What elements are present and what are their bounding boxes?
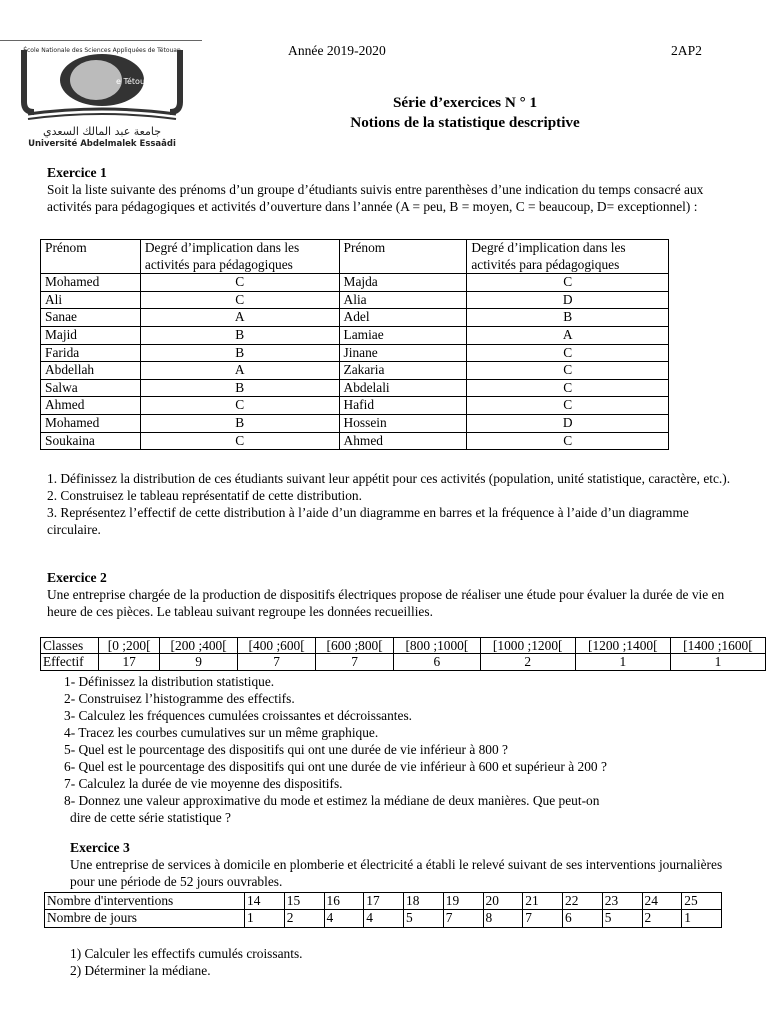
question-item: 3- Calculez les fréquences cumulées croissantes et décroissantes. (64, 708, 413, 723)
header-cell: Prénom (41, 240, 141, 274)
table-row-interventions (45, 893, 722, 910)
table-cell: Adel (339, 309, 467, 327)
table-cell: [1400 ;1600[ (670, 638, 765, 654)
question-2: 2) Déterminer la médiane. (70, 963, 211, 978)
table-cell: Mohamed (41, 414, 141, 432)
row-label: Effectif (41, 654, 99, 670)
exercise-1-intro: Soit la liste suivante des prénoms d’un groupe d’étudiants suivis entre parenthèses d’une indication du temps consacré aux activités para pédagogiques et activités d’ouverture dans l’année (A = peu, B = moyen, C = beaucoup, D= exceptionnel) : (47, 182, 704, 214)
table-cell: 17 (99, 654, 160, 670)
row-label: Nombre de jours (45, 910, 245, 927)
table-cell: 9 (160, 654, 238, 670)
table-cell: A (140, 362, 339, 380)
table-cell: 2 (642, 910, 682, 927)
table-cell: 1 (670, 654, 765, 670)
table-cell: C (140, 274, 339, 292)
table-cell: [1200 ;1400[ (575, 638, 670, 654)
question-item: 4- Tracez les courbes cumulatives sur un même graphique. (64, 725, 379, 740)
table-row (41, 414, 669, 432)
question-1: 1. Définissez la distribution de ces étudiants suivant leur appétit pour ces activités (population, unité statistique, caractère, etc.). (47, 471, 731, 486)
table-cell: [600 ;800[ (316, 638, 394, 654)
table-cell: [200 ;400[ (160, 638, 238, 654)
table-cell: 5 (404, 910, 444, 927)
exercise-2-table (40, 637, 766, 671)
table-cell: 23 (602, 893, 642, 910)
table-cell: A (467, 326, 669, 344)
exercise-1-questions (47, 470, 737, 538)
question-1: 1) Calculer les effectifs cumulés croissants. (70, 946, 303, 961)
question-item: 1- Définissez la distribution statistique. (64, 674, 275, 689)
table-cell: 25 (682, 893, 722, 910)
question-2: 2. Construisez le tableau représentatif de cette distribution. (47, 488, 362, 503)
exercise-1-heading: Exercice 1 (47, 165, 107, 180)
table-row-days (45, 910, 722, 927)
table-cell: [0 ;200[ (99, 638, 160, 654)
table-cell: B (140, 344, 339, 362)
exercise-3-heading: Exercice 3 (70, 840, 130, 855)
table-row (41, 362, 669, 380)
table-cell: 4 (364, 910, 404, 927)
exercise-2-heading: Exercice 2 (47, 570, 107, 585)
table-cell: 20 (483, 893, 523, 910)
question-item: 8- Donnez une valeur approximative du mode et estimez la médiane de deux manières. Que peut-on (64, 793, 600, 808)
academic-year: Année 2019-2020 (288, 43, 386, 58)
table-row (41, 326, 669, 344)
table-cell: C (140, 291, 339, 309)
table-cell: 6 (563, 910, 603, 927)
table-row (41, 274, 669, 292)
table-cell: C (140, 432, 339, 450)
table-cell: 15 (284, 893, 324, 910)
exercise-3-questions (70, 945, 740, 979)
table-cell: B (140, 379, 339, 397)
table-cell: Sanae (41, 309, 141, 327)
exercise-1 (47, 165, 737, 215)
table-cell: Ali (41, 291, 141, 309)
table-cell: 8 (483, 910, 523, 927)
exercise-1-table (40, 239, 669, 450)
class-label: 2AP2 (671, 43, 702, 58)
table-cell: B (140, 414, 339, 432)
table-row (41, 379, 669, 397)
question-3: 3. Représentez l’effectif de cette distribution à l’aide d’un diagramme en barres et la fréquence à l’aide d’un diagramme circulaire. (47, 505, 689, 537)
exercise-3 (70, 840, 740, 890)
table-cell: 21 (523, 893, 563, 910)
table-cell: 22 (563, 893, 603, 910)
row-label: Classes (41, 638, 99, 654)
logo-caption-top: École Nationale des Sciences Appliquées de Tétouan (23, 47, 181, 54)
table-cell: 6 (394, 654, 481, 670)
table-cell: Abdelali (339, 379, 467, 397)
table-cell: [400 ;600[ (238, 638, 316, 654)
table-cell: [800 ;1000[ (394, 638, 481, 654)
table-cell: [1000 ;1200[ (480, 638, 575, 654)
row-label: Nombre d'interventions (45, 893, 245, 910)
table-cell: 17 (364, 893, 404, 910)
header-cell: Degré d’implication dans les activités para pédagogiques (467, 240, 669, 274)
table-cell: Majid (41, 326, 141, 344)
table-cell: 18 (404, 893, 444, 910)
exercise-2-intro: Une entreprise chargée de la production de dispositifs électriques propose de réaliser une étude pour évaluer la durée de vie en heure de ces pièces. Le tableau suivant regroupe les données recueillies. (47, 587, 725, 619)
table-row (41, 344, 669, 362)
table-cell: Salwa (41, 379, 141, 397)
table-cell: 24 (642, 893, 682, 910)
page-title: Série d’exercices N ° 1 (392, 94, 538, 111)
table-cell: Lamiae (339, 326, 467, 344)
header-cell: Prénom (339, 240, 467, 274)
table-cell: 1 (575, 654, 670, 670)
table-cell: C (467, 274, 669, 292)
table-cell: C (467, 379, 669, 397)
table-cell: Abdellah (41, 362, 141, 380)
logo-center-text: e Tétouan (116, 77, 155, 86)
table-row-counts (41, 654, 766, 670)
question-item: 5- Quel est le pourcentage des dispositifs qui ont une durée de vie inférieur à 800 ? (64, 742, 508, 757)
logo-caption-bottom: Université Abdelmalek Essaâdi (28, 139, 176, 148)
question-item: 2- Construisez l’histogramme des effectifs. (64, 691, 295, 706)
table-cell: Farida (41, 344, 141, 362)
table-cell: C (467, 344, 669, 362)
question-item: 7- Calculez la durée de vie moyenne des dispositifs. (64, 776, 343, 791)
exercise-2 (47, 570, 737, 620)
table-row-classes (41, 638, 766, 654)
table-cell: 5 (602, 910, 642, 927)
exercise-2-questions (64, 673, 754, 826)
table-cell: 7 (523, 910, 563, 927)
table-cell: Jinane (339, 344, 467, 362)
table-cell: Alia (339, 291, 467, 309)
question-item-continuation: dire de cette série statistique ? (70, 810, 231, 825)
table-header-row (41, 240, 669, 274)
table-cell: D (467, 414, 669, 432)
table-cell: D (467, 291, 669, 309)
table-cell: 2 (480, 654, 575, 670)
page-subtitle: Notions de la statistique descriptive (350, 114, 580, 131)
logo-arabic-text: جامعة عبد المالك السعدي (42, 125, 162, 138)
table-cell: Hafid (339, 397, 467, 415)
exercise-3-table (44, 892, 722, 928)
table-cell: 1 (682, 910, 722, 927)
table-cell: 14 (245, 893, 285, 910)
table-cell: 2 (284, 910, 324, 927)
table-cell: 16 (324, 893, 364, 910)
table-cell: B (140, 326, 339, 344)
table-cell: C (467, 432, 669, 450)
table-cell: Zakaria (339, 362, 467, 380)
table-row (41, 291, 669, 309)
table-cell: 7 (238, 654, 316, 670)
table-cell: 1 (245, 910, 285, 927)
table-row (41, 397, 669, 415)
table-row (41, 432, 669, 450)
header-cell: Degré d’implication dans les activités para pédagogiques (140, 240, 339, 274)
table-cell: Mohamed (41, 274, 141, 292)
table-cell: Ahmed (339, 432, 467, 450)
table-cell: A (140, 309, 339, 327)
table-cell: Soukaina (41, 432, 141, 450)
table-cell: Majda (339, 274, 467, 292)
exercise-3-intro: Une entreprise de services à domicile en plomberie et électricité a établi le relevé suivant de ses interventions journalières pour une période de 52 jours ouvrables. (70, 857, 723, 889)
table-cell: Hossein (339, 414, 467, 432)
table-cell: 7 (316, 654, 394, 670)
question-item: 6- Quel est le pourcentage des dispositifs qui ont une durée de vie inférieur à 600 et supérieur à 200 ? (64, 759, 607, 774)
table-cell: Ahmed (41, 397, 141, 415)
table-cell: 4 (324, 910, 364, 927)
table-cell: 7 (443, 910, 483, 927)
table-cell: C (467, 397, 669, 415)
table-cell: C (467, 362, 669, 380)
table-row (41, 309, 669, 327)
table-cell: C (140, 397, 339, 415)
table-cell: 19 (443, 893, 483, 910)
table-cell: B (467, 309, 669, 327)
